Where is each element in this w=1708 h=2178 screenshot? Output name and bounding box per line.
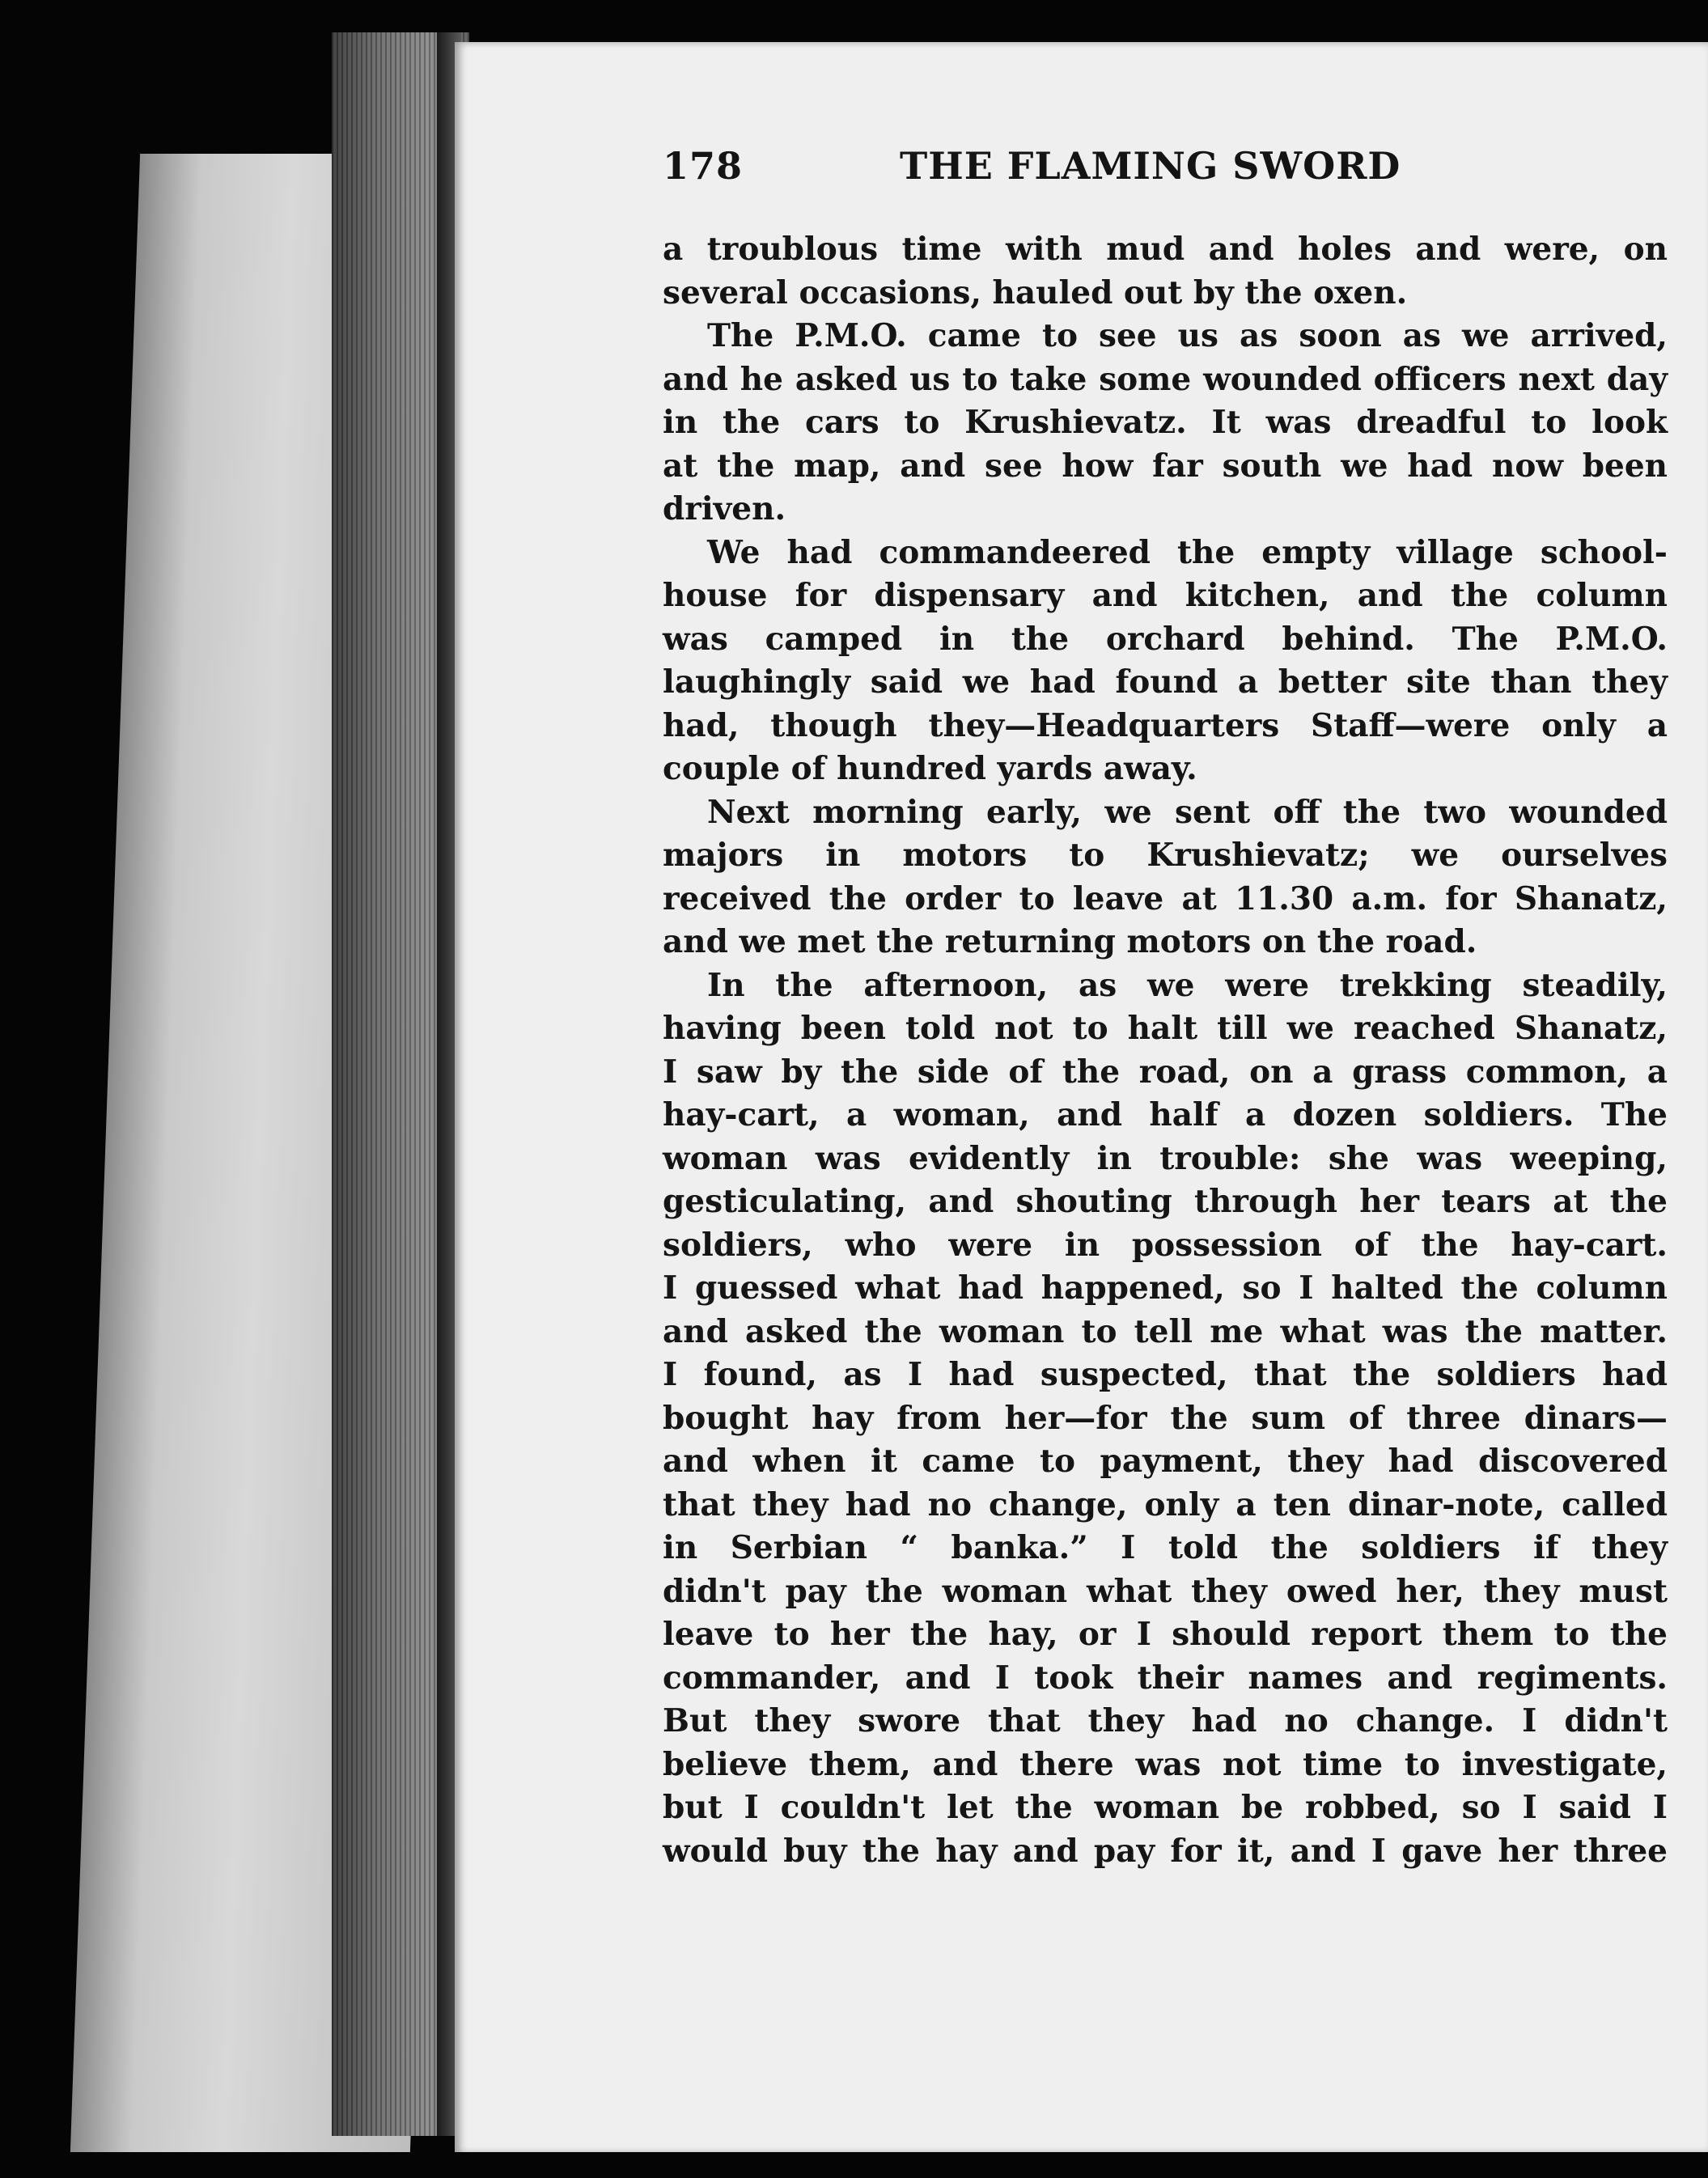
text-line: didn't pay the woman what they owed her, they must [663,1572,1668,1610]
text-line: and we met the returning motors on the road. [663,923,1477,960]
text-line: had, though they—Headquarters Staff—were only a [663,706,1668,744]
text-line: hay-cart, a woman, and half a dozen soldiers. The [663,1096,1668,1133]
text-line: in Serbian “ banka.” I told the soldiers if they [663,1529,1668,1566]
text-line: and he asked us to take some wounded officers next day [663,360,1668,398]
text-line: leave to her the hay, or I should report them to the [663,1616,1668,1653]
text-line: but I couldn't let the woman be robbed, so I said I [663,1789,1668,1826]
text-line: I found, as I had suspected, that the soldiers had [663,1356,1668,1393]
text-line: soldiers, who were in possession of the hay-cart. [663,1226,1668,1264]
text-line: would buy the hay and pay for it, and I gave her three [663,1832,1668,1870]
text-line: a troublous time with mud and holes and were, on [663,231,1668,268]
text-line: majors in motors to Krushievatz; we ourselves [663,837,1668,874]
text-line: and when it came to payment, they had discovered [663,1443,1668,1480]
text-line: In the afternoon, as we were trekking steadily, [707,966,1668,1004]
scan-border [0,2152,1708,2178]
text-line: commander, and I took their names and regiments. [663,1659,1668,1697]
text-line: I saw by the side of the road, on a grass common, a [663,1053,1668,1091]
text-line: having been told not to halt till we reached Shanatz, [663,1010,1668,1047]
page-number: 178 [663,144,744,188]
text-line: But they swore that they had no change. I didn't [663,1702,1668,1739]
text-line: Next morning early, we sent off the two wounded [707,793,1668,831]
text-line: I guessed what had happened, so I halted the column [663,1269,1668,1307]
text-line: and asked the woman to tell me what was the matter. [663,1312,1668,1350]
text-line: gesticulating, and shouting through her tears at the [663,1183,1668,1220]
text-line: was camped in the orchard behind. The P.M.O. [663,620,1668,658]
text-line: that they had no change, only a ten dinar-note, called [663,1485,1668,1523]
text-line: couple of hundred yards away. [663,750,1197,787]
text-line: believe them, and there was not time to investigate, [663,1745,1668,1783]
text-line: We had commandeered the empty village school- [707,533,1668,571]
text-line: several occasions, hauled out by the oxen. [663,273,1408,311]
body-text [663,228,1668,1873]
text-line: laughingly said we had found a better site than they [663,663,1668,701]
text-line: The P.M.O. came to see us as soon as we arrived, [707,317,1668,354]
running-title: THE FLAMING SWORD [900,144,1401,188]
page-header [663,144,1423,201]
text-line: driven. [663,490,786,528]
text-line: woman was evidently in trouble: she was weeping, [663,1139,1668,1177]
text-line: bought hay from her—for the sum of three dinars— [663,1399,1668,1437]
text-line: at the map, and see how far south we had now been [663,447,1668,485]
text-line: received the order to leave at 11.30 a.m. for Shanatz, [663,879,1668,917]
text-line: in the cars to Krushievatz. It was dreadful to look [663,404,1668,441]
text-line: house for dispensary and kitchen, and the column [663,577,1668,614]
